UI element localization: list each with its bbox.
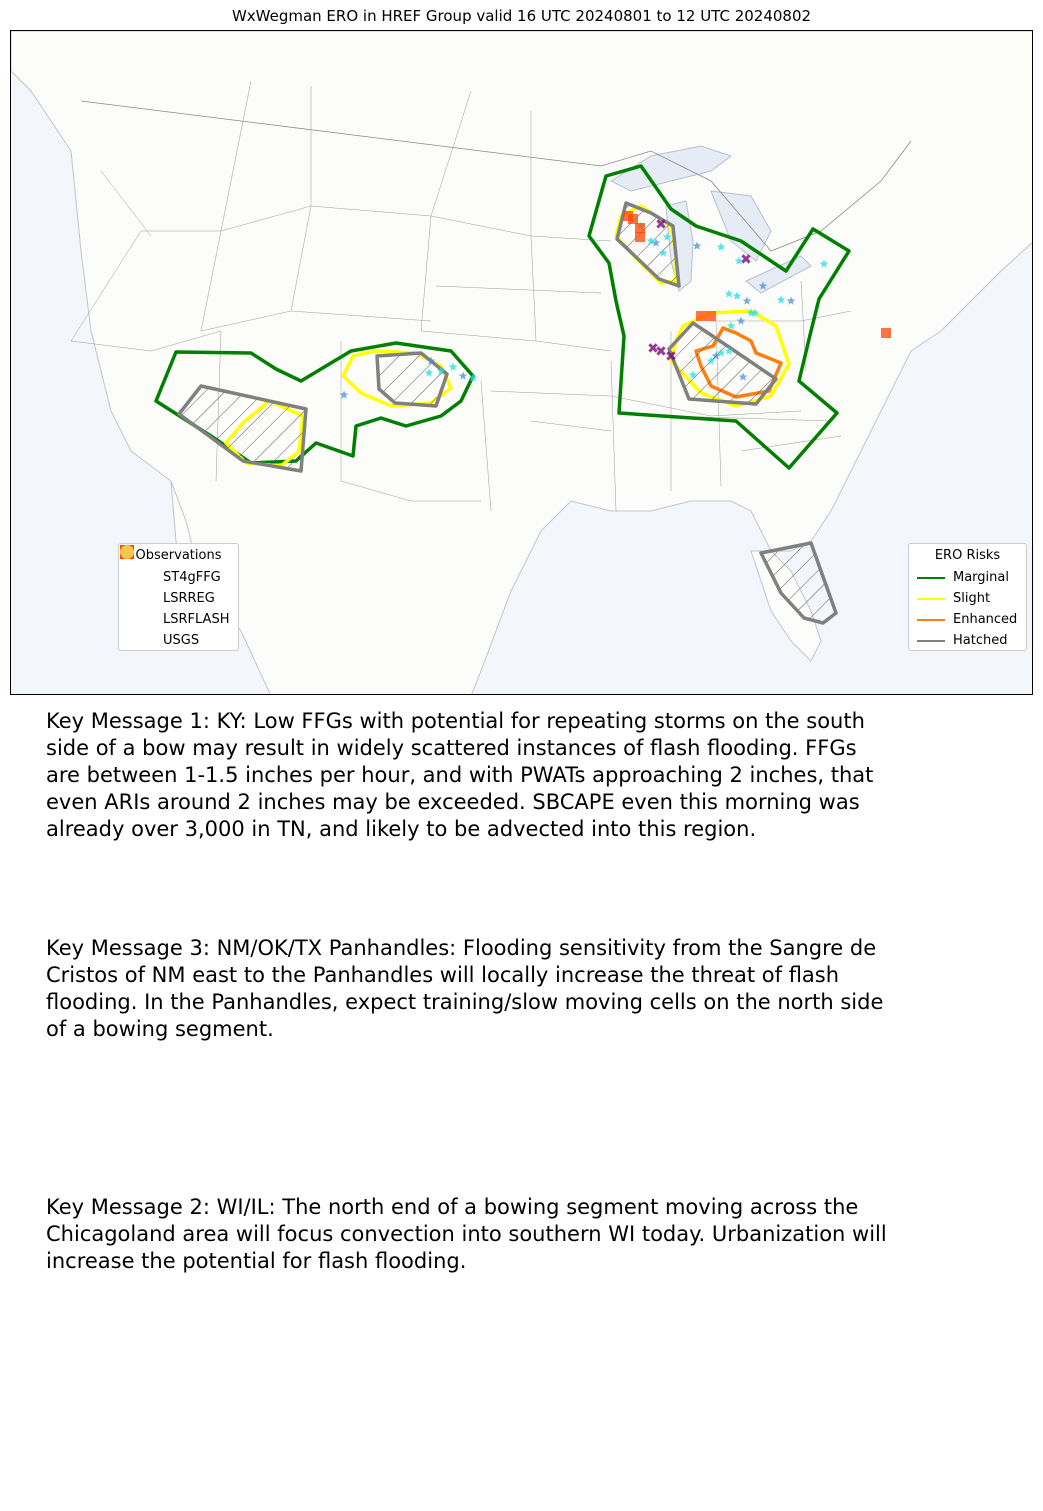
enhanced-line-icon — [917, 619, 945, 621]
slight-line-icon — [917, 598, 945, 600]
map-title: WxWegman ERO in HREF Group valid 16 UTC 20240801 to 12 UTC 20240802 — [231, 7, 812, 25]
key-message-3: Key Message 3: NM/OK/TX Panhandles: Flooding sensitivity from the Sangre de Cristos of NM east to the Panhandles will locally increase the threat of flash flooding. In the Panhandles, expect training/slow moving cells on the north side of a bowing segment. — [46, 936, 884, 1041]
legend-row-st4gffg — [127, 567, 230, 588]
circle-icon — [127, 633, 155, 649]
lsrflash-marker — [635, 223, 645, 233]
marginal-line-icon — [917, 577, 945, 579]
legend-row-usgs — [127, 630, 230, 651]
legend-label: USGS — [163, 633, 200, 648]
legend-label: LSRREG — [163, 591, 215, 606]
legend-row-lsrflash — [127, 609, 230, 630]
legend-row-slight — [917, 588, 1018, 609]
star-icon — [127, 570, 155, 586]
lsrreg-marker: ✖ — [655, 217, 667, 233]
legend-label: Hatched — [953, 633, 1008, 648]
x-cross-icon — [127, 591, 155, 607]
lsrflash-marker — [635, 232, 645, 242]
square-icon — [127, 612, 155, 628]
legend-label: ST4gFFG — [163, 570, 221, 585]
observations-legend — [118, 543, 239, 651]
ero-legend-title: ERO Risks — [934, 548, 1001, 563]
key-message-2: Key Message 2: WI/IL: The north end of a bowing segment moving across the Chicagoland area will focus convection into southern WI today. Urbanization will increase the potential for flash flooding. — [46, 1195, 887, 1273]
ero-map — [10, 30, 1033, 695]
legend-row-lsrreg — [127, 588, 230, 609]
key-message-1: Key Message 1: KY: Low FFGs with potential for repeating storms on the south side of a bow may result in widely scattered instances of flash flooding. FFGs are between 1-1.5 inches per hour, and with PWATs approaching 2 inches, that even ARIs around 2 inches may be exceeded. SBCAPE even this morning was already over 3,000 in TN, and likely to be advected into this region. — [46, 709, 874, 841]
legend-row-marginal — [917, 567, 1018, 588]
ero-risks-legend — [908, 543, 1027, 651]
lsrreg-marker: ✖ — [740, 252, 752, 268]
legend-label: Slight — [953, 591, 991, 606]
legend-label: LSRFLASH — [163, 612, 230, 627]
legend-row-hatched — [917, 630, 1018, 651]
lsrflash-marker — [881, 328, 891, 338]
legend-label: Marginal — [953, 570, 1009, 585]
legend-row-enhanced — [917, 609, 1018, 630]
lsrreg-marker: ✖ — [655, 344, 667, 360]
lsrflash-marker — [706, 311, 716, 321]
lsrflash-marker — [628, 214, 638, 224]
lsrreg-marker: ✖ — [647, 341, 659, 357]
hatched-line-icon — [917, 640, 945, 642]
lsrflash-marker — [696, 311, 706, 321]
lsrreg-marker: ✖ — [665, 349, 677, 365]
observations-legend-title: Observations — [135, 548, 222, 563]
legend-label: Enhanced — [953, 612, 1018, 627]
